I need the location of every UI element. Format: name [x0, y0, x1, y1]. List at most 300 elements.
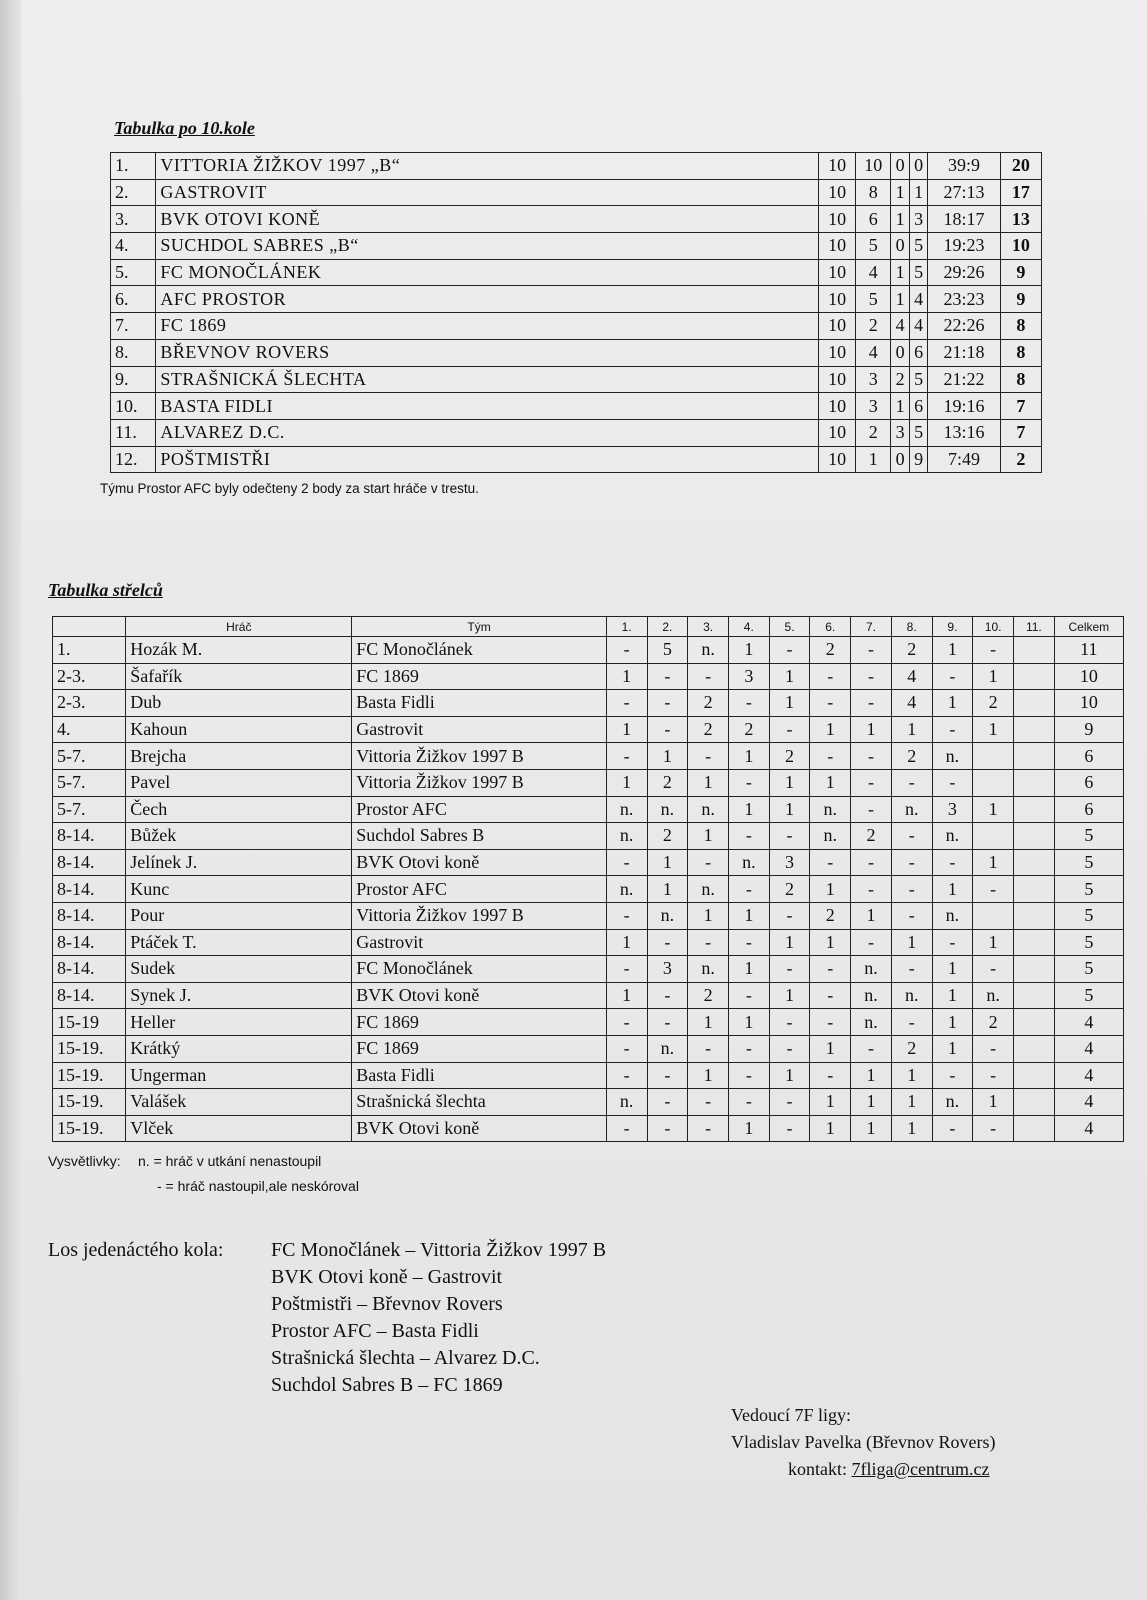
league-losses: 5 [909, 419, 928, 446]
scorer-round-goals [973, 769, 1014, 796]
scorers-header-cell: 9. [932, 617, 973, 637]
draw-label: Los jedenáctého kola: [48, 1239, 224, 1261]
league-points: 10 [1000, 233, 1041, 260]
scorer-rank: 8-14. [53, 849, 126, 876]
scorer-rank: 15-19. [53, 1089, 126, 1116]
league-position: 6. [111, 286, 156, 313]
league-table-title: Tabulka po 10.kole [114, 118, 255, 138]
scorer-round-goals: 1 [769, 663, 810, 690]
scorer-round-goals: - [688, 663, 729, 690]
league-losses: 5 [909, 259, 928, 286]
scorer-round-goals: n. [932, 902, 973, 929]
scorer-round-goals: - [851, 1035, 892, 1062]
scorer-rank: 5-7. [53, 769, 126, 796]
scorer-round-goals: - [688, 929, 729, 956]
scorer-round-goals: n. [728, 849, 769, 876]
league-team: BVK OTOVI KONĚ [156, 206, 819, 233]
scorer-round-goals: 1 [932, 1009, 973, 1036]
scorer-round-goals: - [851, 769, 892, 796]
scorer-round-goals: - [688, 1035, 729, 1062]
scorer-round-goals: n. [973, 982, 1014, 1009]
scorer-round-goals: 1 [973, 849, 1014, 876]
scorer-total: 9 [1054, 716, 1123, 743]
league-played: 10 [819, 259, 856, 286]
scorer-round-goals: 2 [647, 769, 688, 796]
scorer-rank: 15-19 [53, 1009, 126, 1036]
scorer-round-goals: - [932, 769, 973, 796]
scorer-round-goals: 1 [728, 1115, 769, 1142]
draw-match: Poštmistři – Břevnov Rovers [271, 1293, 503, 1315]
league-draws: 0 [891, 446, 910, 473]
league-position: 9. [111, 366, 156, 393]
scorer-round-goals: 1 [851, 902, 892, 929]
scorer-round-goals: - [688, 849, 729, 876]
scorer-round-goals: - [769, 716, 810, 743]
scorer-round-goals: - [810, 982, 851, 1009]
scorers-header-cell: Tým [352, 617, 607, 637]
scorer-round-goals: - [647, 1009, 688, 1036]
scorer-round-goals: n. [891, 796, 932, 823]
scorer-row [53, 902, 1124, 929]
scorer-total: 5 [1054, 849, 1123, 876]
scorer-round-goals: - [647, 1062, 688, 1089]
league-row [111, 393, 1042, 420]
scorer-round-goals: 1 [769, 690, 810, 717]
league-draws: 1 [891, 393, 910, 420]
scorers-header-cell: Hráč [126, 617, 352, 637]
league-position: 1. [111, 153, 156, 180]
league-wins: 4 [856, 259, 891, 286]
scorer-rank: 5-7. [53, 743, 126, 770]
scorer-round-goals: 1 [769, 1062, 810, 1089]
league-wins: 3 [856, 366, 891, 393]
league-played: 10 [819, 393, 856, 420]
scorers-header-cell: 4. [728, 617, 769, 637]
scorer-round-goals: 1 [728, 743, 769, 770]
scorer-team: Gastrovit [352, 716, 607, 743]
scorer-total: 5 [1054, 956, 1123, 983]
league-draws: 4 [891, 313, 910, 340]
scorer-rank: 8-14. [53, 876, 126, 903]
scorer-round-goals: - [606, 1035, 647, 1062]
scorer-round-goals: 4 [891, 663, 932, 690]
scorer-round-goals: 1 [769, 982, 810, 1009]
scorer-round-goals: 1 [973, 663, 1014, 690]
footer [731, 1402, 995, 1483]
scorer-total: 10 [1054, 663, 1123, 690]
scorer-round-goals: 1 [728, 1009, 769, 1036]
scorer-round-goals [1013, 716, 1054, 743]
league-score: 18:17 [928, 206, 1000, 233]
league-points: 7 [1000, 393, 1041, 420]
league-score: 39:9 [928, 153, 1000, 180]
league-position: 3. [111, 206, 156, 233]
scorer-round-goals [1013, 1115, 1054, 1142]
scorer-rank: 2-3. [53, 663, 126, 690]
scorer-round-goals: n. [688, 876, 729, 903]
scorer-total: 6 [1054, 796, 1123, 823]
scorer-round-goals: - [728, 1062, 769, 1089]
league-position: 8. [111, 339, 156, 366]
league-points: 8 [1000, 339, 1041, 366]
league-row [111, 259, 1042, 286]
scorer-name: Sudek [126, 956, 352, 983]
scorer-round-goals: - [728, 876, 769, 903]
scorer-round-goals: 1 [932, 876, 973, 903]
scorer-name: Čech [126, 796, 352, 823]
scorer-round-goals: 1 [606, 929, 647, 956]
scorer-round-goals: 1 [688, 1062, 729, 1089]
scorer-round-goals [973, 902, 1014, 929]
league-row [111, 366, 1042, 393]
scorer-round-goals: - [769, 1089, 810, 1116]
footer-contact [731, 1456, 995, 1483]
league-wins: 10 [856, 153, 891, 180]
scorer-round-goals: 1 [932, 1035, 973, 1062]
scorer-round-goals: 1 [769, 796, 810, 823]
scorer-row [53, 956, 1124, 983]
scorer-row [53, 823, 1124, 850]
scorers-header-cell [53, 617, 126, 637]
legend-no-goal: - = hráč nastoupil,ale neskóroval [157, 1178, 359, 1194]
contact-email-link[interactable]: 7fliga@centrum.cz [851, 1459, 990, 1479]
scorer-total: 5 [1054, 876, 1123, 903]
league-wins: 2 [856, 313, 891, 340]
scorer-name: Dub [126, 690, 352, 717]
scorer-round-goals: n. [647, 796, 688, 823]
scorer-row [53, 1009, 1124, 1036]
scorer-round-goals: - [851, 743, 892, 770]
scorer-round-goals [1013, 1035, 1054, 1062]
scorer-round-goals: 1 [647, 849, 688, 876]
scorer-round-goals [973, 823, 1014, 850]
scorer-round-goals: 2 [769, 876, 810, 903]
scorer-round-goals: 1 [973, 716, 1014, 743]
scorer-round-goals: 2 [973, 690, 1014, 717]
scorer-round-goals: - [728, 1035, 769, 1062]
scorer-round-goals: 2 [810, 637, 851, 664]
scorer-round-goals: 1 [851, 1115, 892, 1142]
league-team: VITTORIA ŽIŽKOV 1997 „B“ [156, 153, 819, 180]
scorer-round-goals: 1 [810, 876, 851, 903]
scorer-round-goals: 1 [606, 716, 647, 743]
scorer-round-goals: - [973, 1115, 1014, 1142]
scorer-rank: 8-14. [53, 956, 126, 983]
scorer-round-goals: - [769, 1009, 810, 1036]
scorer-round-goals: - [728, 769, 769, 796]
scorer-round-goals: n. [932, 823, 973, 850]
scorer-round-goals [1013, 823, 1054, 850]
league-team: SUCHDOL SABRES „B“ [156, 233, 819, 260]
scorers-header-cell: 11. [1013, 617, 1054, 637]
league-played: 10 [819, 366, 856, 393]
scorer-row [53, 716, 1124, 743]
scorer-row [53, 743, 1124, 770]
scorer-team: Suchdol Sabres B [352, 823, 607, 850]
scorer-round-goals: n. [647, 902, 688, 929]
league-position: 4. [111, 233, 156, 260]
scorer-round-goals: 1 [932, 690, 973, 717]
scorer-team: Gastrovit [352, 929, 607, 956]
scorer-round-goals: - [606, 1115, 647, 1142]
scorer-name: Pavel [126, 769, 352, 796]
scorer-round-goals: n. [810, 823, 851, 850]
scorer-round-goals: - [688, 1115, 729, 1142]
scorer-round-goals: 2 [688, 982, 729, 1009]
league-losses: 9 [909, 446, 928, 473]
league-row [111, 446, 1042, 473]
scorer-round-goals: n. [932, 1089, 973, 1116]
scorer-round-goals: 1 [810, 769, 851, 796]
scorer-round-goals: - [810, 849, 851, 876]
scorer-round-goals: - [769, 1035, 810, 1062]
scorer-round-goals: 2 [851, 823, 892, 850]
scorer-total: 5 [1054, 823, 1123, 850]
scorer-rank: 1. [53, 637, 126, 664]
scorer-rank: 15-19. [53, 1035, 126, 1062]
scorer-round-goals: 2 [769, 743, 810, 770]
scorer-name: Jelínek J. [126, 849, 352, 876]
scorer-round-goals: - [728, 1089, 769, 1116]
league-losses: 4 [909, 313, 928, 340]
league-team: ALVAREZ D.C. [156, 419, 819, 446]
league-score: 19:23 [928, 233, 1000, 260]
scorer-round-goals: - [851, 690, 892, 717]
league-draws: 1 [891, 286, 910, 313]
league-points: 9 [1000, 259, 1041, 286]
scorer-round-goals: 3 [932, 796, 973, 823]
league-row [111, 153, 1042, 180]
scorer-team: FC 1869 [352, 663, 607, 690]
scorer-round-goals [1013, 796, 1054, 823]
league-played: 10 [819, 286, 856, 313]
scorer-name: Heller [126, 1009, 352, 1036]
scorer-round-goals [1013, 743, 1054, 770]
draw-match: FC Monočlánek – Vittoria Žižkov 1997 B [271, 1239, 607, 1261]
league-draws: 0 [891, 153, 910, 180]
league-wins: 4 [856, 339, 891, 366]
scorer-team: Basta Fidli [352, 690, 607, 717]
league-draws: 3 [891, 419, 910, 446]
scorer-round-goals [1013, 1062, 1054, 1089]
scorer-row [53, 1089, 1124, 1116]
scorer-team: Vittoria Žižkov 1997 B [352, 902, 607, 929]
league-draws: 0 [891, 233, 910, 260]
scorer-round-goals: - [851, 929, 892, 956]
scorer-round-goals: - [647, 1089, 688, 1116]
scorer-round-goals: - [851, 876, 892, 903]
league-draws: 0 [891, 339, 910, 366]
scorer-row [53, 796, 1124, 823]
scorer-name: Kahoun [126, 716, 352, 743]
league-played: 10 [819, 233, 856, 260]
league-wins: 3 [856, 393, 891, 420]
scorer-round-goals: - [728, 982, 769, 1009]
scorer-total: 4 [1054, 1035, 1123, 1062]
league-team: BŘEVNOV ROVERS [156, 339, 819, 366]
scorer-round-goals: 5 [647, 637, 688, 664]
scorer-round-goals: 1 [932, 956, 973, 983]
scorer-round-goals [1013, 1089, 1054, 1116]
draw-match: BVK Otovi koně – Gastrovit [271, 1266, 503, 1288]
scorer-round-goals: 1 [851, 1062, 892, 1089]
league-row [111, 286, 1042, 313]
scorer-round-goals: - [891, 823, 932, 850]
league-score: 7:49 [928, 446, 1000, 473]
scorer-round-goals: - [769, 956, 810, 983]
scorer-round-goals [973, 743, 1014, 770]
scorer-round-goals: - [647, 982, 688, 1009]
scorer-rank: 8-14. [53, 902, 126, 929]
scorer-total: 4 [1054, 1089, 1123, 1116]
league-played: 10 [819, 446, 856, 473]
scorer-round-goals: - [810, 690, 851, 717]
league-team: POŠTMISTŘI [156, 446, 819, 473]
league-losses: 6 [909, 339, 928, 366]
draw-match-list [271, 1237, 606, 1399]
scorer-round-goals [1013, 769, 1054, 796]
scorer-round-goals: - [932, 663, 973, 690]
scorer-round-goals [1013, 663, 1054, 690]
scorer-round-goals: n. [606, 823, 647, 850]
scorer-round-goals: n. [810, 796, 851, 823]
scorer-round-goals: n. [851, 982, 892, 1009]
scorer-round-goals: 1 [891, 716, 932, 743]
scorer-round-goals: 1 [851, 716, 892, 743]
scorer-round-goals: 1 [891, 1062, 932, 1089]
scorer-round-goals: 2 [688, 716, 729, 743]
scorer-round-goals [1013, 690, 1054, 717]
scorer-round-goals [1013, 849, 1054, 876]
scorer-round-goals: - [851, 849, 892, 876]
scorer-round-goals: - [606, 902, 647, 929]
league-position: 10. [111, 393, 156, 420]
scorer-round-goals: 1 [688, 823, 729, 850]
league-position: 7. [111, 313, 156, 340]
scorer-round-goals: 1 [810, 929, 851, 956]
scorers-table-title: Tabulka střelců [48, 580, 163, 600]
scorer-round-goals: - [769, 823, 810, 850]
scorer-round-goals: - [606, 956, 647, 983]
league-row [111, 339, 1042, 366]
scorer-round-goals: 2 [891, 743, 932, 770]
scorer-round-goals: - [851, 663, 892, 690]
league-points: 20 [1000, 153, 1041, 180]
scorer-round-goals: 1 [932, 637, 973, 664]
scorer-round-goals: - [728, 823, 769, 850]
league-played: 10 [819, 206, 856, 233]
league-points: 8 [1000, 366, 1041, 393]
scorer-rank: 8-14. [53, 823, 126, 850]
scorer-total: 4 [1054, 1115, 1123, 1142]
scorer-total: 5 [1054, 982, 1123, 1009]
scorer-team: FC 1869 [352, 1009, 607, 1036]
scorer-round-goals: - [851, 637, 892, 664]
scorer-total: 10 [1054, 690, 1123, 717]
scorer-round-goals: 1 [973, 1089, 1014, 1116]
scorer-team: FC Monočlánek [352, 637, 607, 664]
scorer-round-goals: 1 [932, 982, 973, 1009]
league-position: 11. [111, 419, 156, 446]
scorer-round-goals: - [932, 849, 973, 876]
league-team: GASTROVIT [156, 179, 819, 206]
scorer-rank: 4. [53, 716, 126, 743]
league-row [111, 206, 1042, 233]
scorer-round-goals: n. [606, 796, 647, 823]
scorer-round-goals: - [810, 743, 851, 770]
scorer-round-goals: - [728, 690, 769, 717]
scorer-round-goals: - [851, 796, 892, 823]
scorer-round-goals: - [606, 637, 647, 664]
scorer-round-goals: - [606, 1062, 647, 1089]
scorer-total: 4 [1054, 1062, 1123, 1089]
scorers-table [52, 616, 1124, 1142]
scorer-round-goals: - [891, 769, 932, 796]
scorer-round-goals [1013, 929, 1054, 956]
league-played: 10 [819, 339, 856, 366]
scorer-name: Kunc [126, 876, 352, 903]
league-score: 19:16 [928, 393, 1000, 420]
scorer-round-goals: n. [606, 876, 647, 903]
scorer-round-goals: n. [688, 796, 729, 823]
scorer-row [53, 769, 1124, 796]
scorer-round-goals: 1 [810, 1115, 851, 1142]
scorer-round-goals: - [932, 1115, 973, 1142]
scorer-name: Ungerman [126, 1062, 352, 1089]
scorer-name: Šafařík [126, 663, 352, 690]
scorer-total: 5 [1054, 929, 1123, 956]
scorer-round-goals: - [810, 956, 851, 983]
league-wins: 2 [856, 419, 891, 446]
scorer-round-goals [1013, 1009, 1054, 1036]
scorer-round-goals: - [973, 637, 1014, 664]
scorer-round-goals: - [973, 956, 1014, 983]
league-note: Týmu Prostor AFC byly odečteny 2 body za start hráče v trestu. [100, 481, 479, 496]
scorer-team: Basta Fidli [352, 1062, 607, 1089]
scorer-round-goals: 1 [606, 769, 647, 796]
scorer-round-goals: 1 [606, 982, 647, 1009]
scorer-name: Brejcha [126, 743, 352, 770]
scorer-round-goals: 1 [728, 956, 769, 983]
scorer-round-goals: - [932, 1062, 973, 1089]
draw-match: Suchdol Sabres B – FC 1869 [271, 1374, 503, 1396]
scorer-round-goals: - [688, 1089, 729, 1116]
draw-match: Strašnická šlechta – Alvarez D.C. [271, 1347, 540, 1369]
scorers-header-cell: 5. [769, 617, 810, 637]
league-score: 13:16 [928, 419, 1000, 446]
league-table [110, 152, 1042, 473]
scorer-round-goals: 1 [973, 929, 1014, 956]
scorer-round-goals: - [606, 743, 647, 770]
league-score: 22:26 [928, 313, 1000, 340]
league-losses: 3 [909, 206, 928, 233]
league-team: AFC PROSTOR [156, 286, 819, 313]
league-draws: 1 [891, 259, 910, 286]
scorer-row [53, 1115, 1124, 1142]
league-played: 10 [819, 313, 856, 340]
scorers-header-cell: 2. [647, 617, 688, 637]
scorer-name: Valášek [126, 1089, 352, 1116]
scorers-header-row [53, 617, 1124, 637]
scorer-round-goals: 2 [891, 1035, 932, 1062]
scorer-row [53, 876, 1124, 903]
scorer-total: 6 [1054, 769, 1123, 796]
scorer-round-goals: 1 [728, 902, 769, 929]
league-points: 8 [1000, 313, 1041, 340]
scorer-round-goals: 2 [647, 823, 688, 850]
scorer-round-goals: 1 [810, 1035, 851, 1062]
scorer-round-goals: - [606, 690, 647, 717]
